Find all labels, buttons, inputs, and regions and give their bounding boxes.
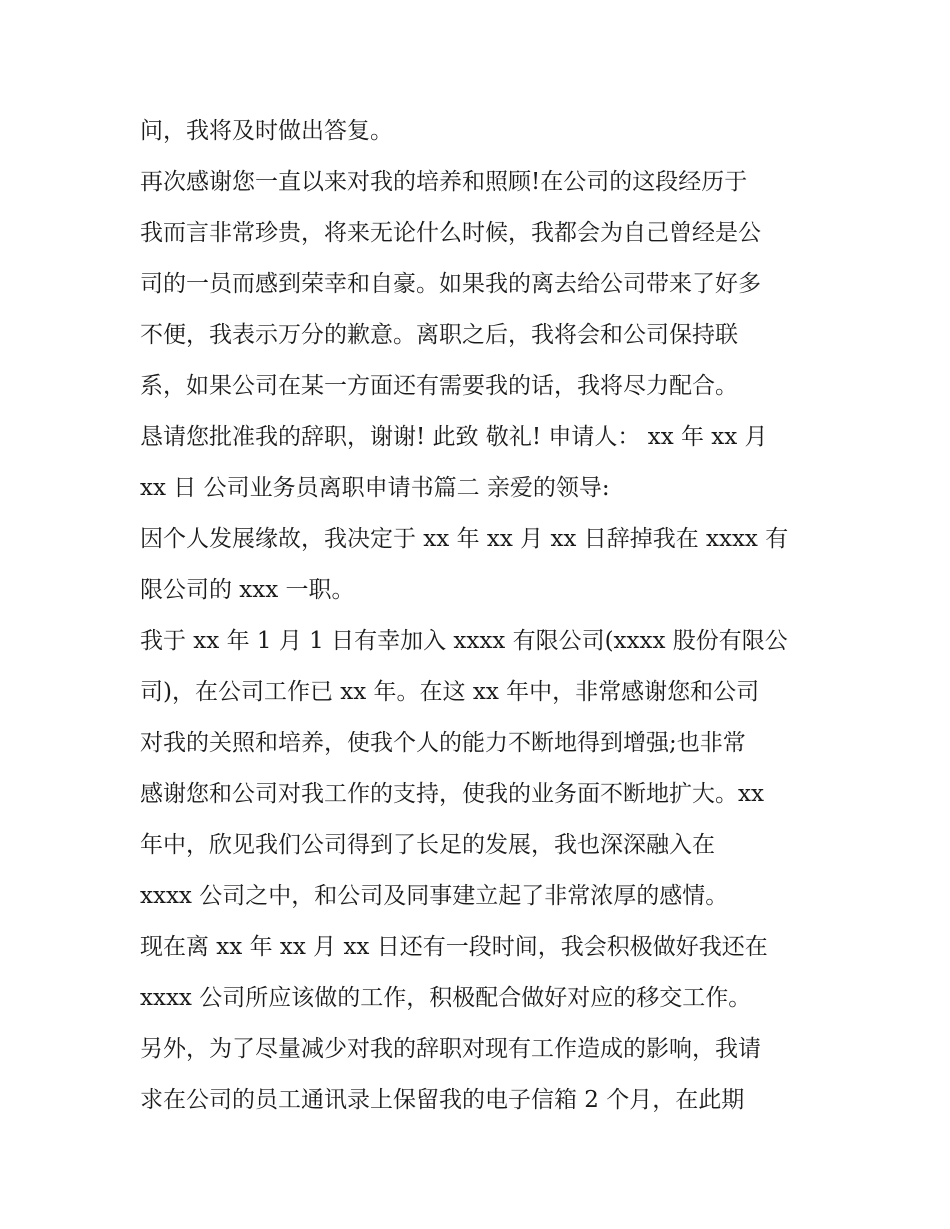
text-line: 我而言非常珍贵，将来无论什么时候，我都会为自己曾经是公 (140, 220, 761, 246)
text-line: 因个人发展缘故，我决定于 xx 年 xx 月 xx 日辞掉我在 xxxx 有 (140, 526, 789, 552)
text-line: 司的一员而感到荣幸和自豪。如果我的离去给公司带来了好多 (140, 271, 761, 297)
text-line: 另外，为了尽量减少对我的辞职对现有工作造成的影响，我请 (140, 1036, 761, 1062)
text-line: 限公司的 xxx 一职。 (140, 577, 355, 603)
text-line: 对我的关照和培养，使我个人的能力不断地得到增强;也非常 (140, 730, 746, 756)
text-line: 不便，我表示万分的歉意。离职之后，我将会和公司保持联 (140, 322, 738, 348)
text-line: 我于 xx 年 1 月 1 日有幸加入 xxxx 有限公司(xxxx 股份有限公 (140, 628, 788, 654)
text-line: 恳请您批准我的辞职，谢谢! 此致 敬礼! 申请人： xx 年 xx 月 (140, 424, 768, 450)
text-line: 年中，欣见我们公司得到了长足的发展，我也深深融入在 (140, 832, 715, 858)
text-line: 求在公司的员工通讯录上保留我的电子信箱 2 个月，在此期 (140, 1087, 745, 1113)
text-line: 系，如果公司在某一方面还有需要我的话，我将尽力配合。 (140, 373, 738, 399)
text-line: xxxx 公司所应该做的工作，积极配合做好对应的移交工作。 (140, 985, 752, 1011)
text-line: xx 日 公司业务员离职申请书篇二 亲爱的领导: (140, 475, 610, 501)
text-line: 司)，在公司工作已 xx 年。在这 xx 年中，非常感谢您和公司 (140, 679, 760, 705)
text-line: 问，我将及时做出答复。 (140, 118, 393, 144)
text-line: 感谢您和公司对我工作的支持，使我的业务面不断地扩大。xx (140, 781, 764, 807)
text-line: 现在离 xx 年 xx 月 xx 日还有一段时间，我会积极做好我还在 (140, 934, 768, 960)
document-body (140, 106, 820, 1126)
text-line: 再次感谢您一直以来对我的培养和照顾!在公司的这段经历于 (140, 169, 748, 195)
text-line: xxxx 公司之中，和公司及同事建立起了非常浓厚的感情。 (140, 883, 729, 909)
